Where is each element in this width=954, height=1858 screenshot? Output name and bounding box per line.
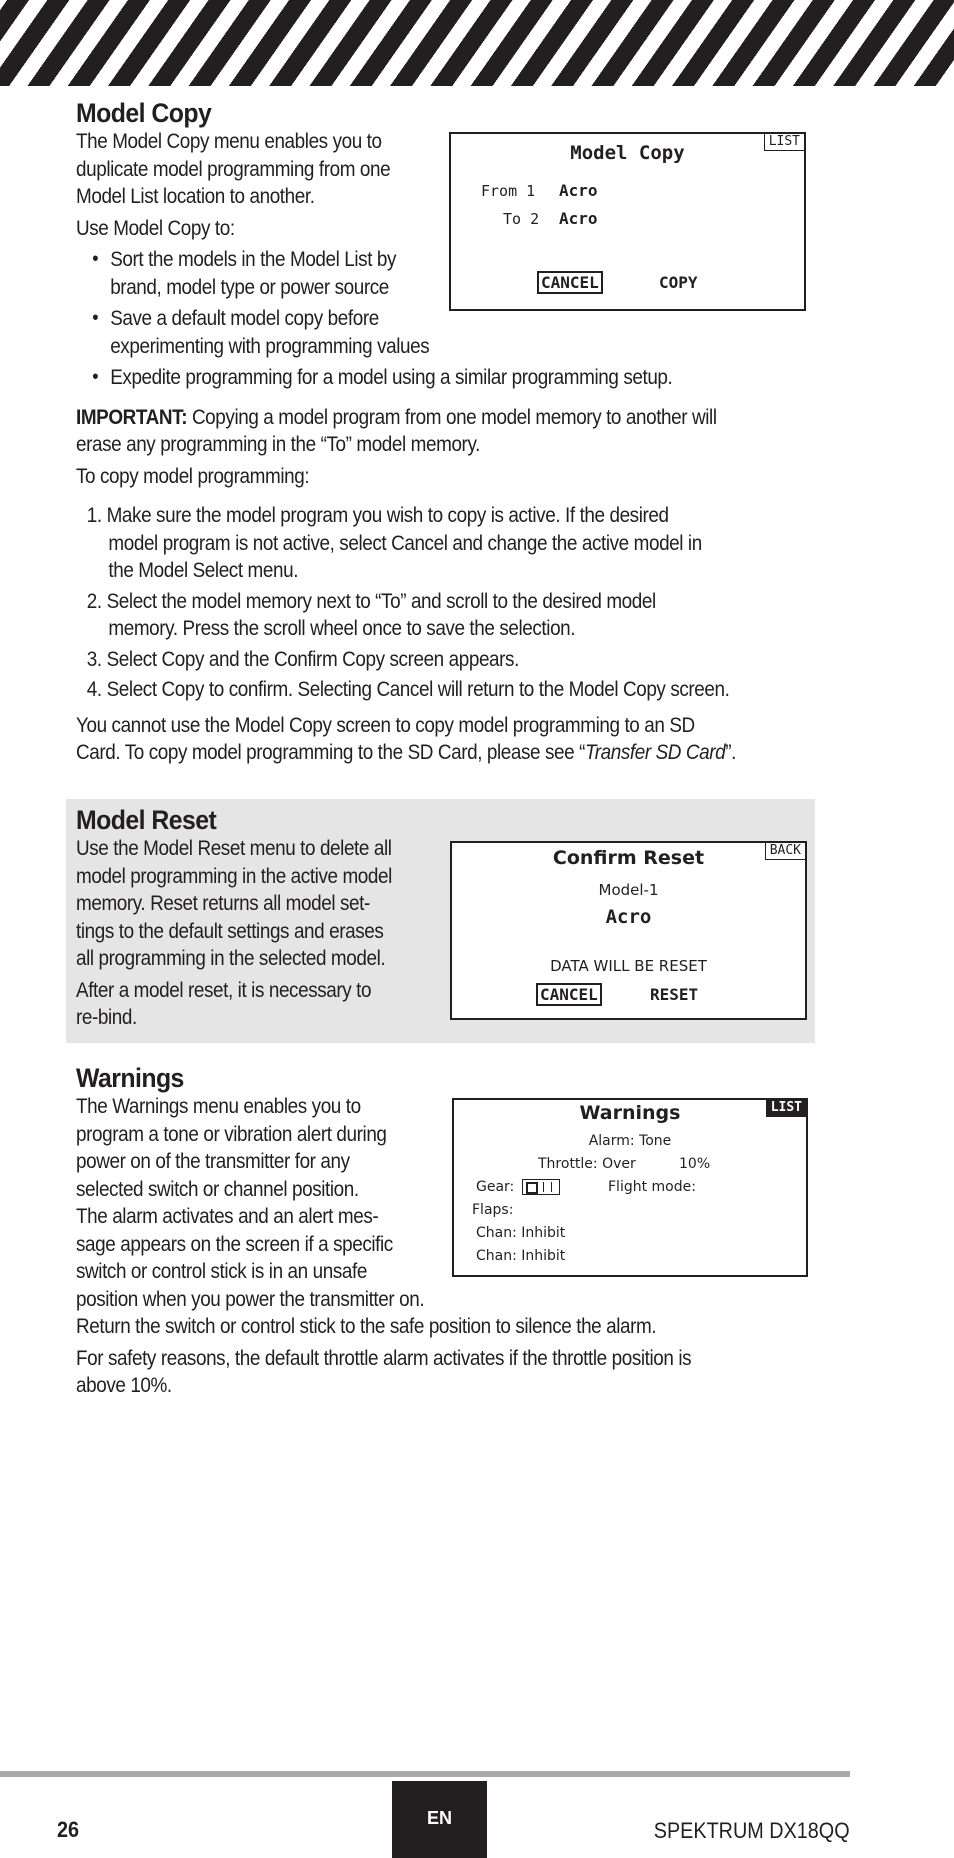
model-reset-heading: Model Reset — [76, 805, 217, 835]
model-copy-screen — [449, 132, 806, 311]
list-item — [76, 676, 731, 704]
text-line: The Model Copy menu enables you to — [76, 130, 382, 153]
list-tag: LIST — [764, 134, 804, 151]
text-line: The Warnings menu enables you to — [76, 1095, 361, 1118]
bullet-icon: • — [92, 307, 99, 329]
text-line: Return the switch or control stick to the safe position to silence the alarm. — [76, 1315, 657, 1338]
text-line: memory. Reset returns all model set- — [76, 892, 370, 915]
channel-setting[interactable]: Chan: Inhibit — [476, 1225, 566, 1241]
bullet-icon: • — [92, 248, 99, 270]
from-label: From 1 — [481, 182, 536, 200]
list-item — [76, 305, 731, 360]
confirm-reset-screen — [450, 841, 807, 1020]
text-line: selected switch or channel position. — [76, 1177, 359, 1201]
text-line: model programming in the active model — [76, 864, 392, 888]
text-line: 2. Select the model memory next to “To” and scroll to the desired model — [86, 589, 656, 613]
page-number: 26 — [57, 1817, 80, 1842]
text-line: Sort the models in the Model List by — [110, 248, 397, 271]
text-line: switch or control stick is in an unsafe — [76, 1260, 367, 1283]
throttle-value[interactable]: 10% — [679, 1156, 711, 1172]
copy-button[interactable]: COPY — [659, 273, 698, 292]
reset-button[interactable]: RESET — [650, 985, 699, 1004]
screen-title: Model Copy — [570, 142, 685, 164]
text-line: For safety reasons, the default throttle alarm activates if the throttle position is — [76, 1346, 692, 1370]
text-line: erase any programming in the “To” model memory. — [76, 433, 480, 456]
to-label: To 2 — [503, 210, 540, 228]
screen-title: Confirm Reset — [552, 847, 705, 869]
model-reset-section — [76, 805, 804, 835]
flaps-setting[interactable]: Flaps: — [472, 1202, 514, 1218]
text-line: duplicate model programming from one — [76, 157, 391, 181]
sd-card-note — [76, 712, 736, 767]
alarm-setting[interactable]: Alarm: Tone — [588, 1133, 672, 1149]
steps-list — [76, 502, 731, 704]
text-line: re-bind. — [76, 1006, 137, 1029]
throttle-setting[interactable]: Throttle: Over — [538, 1156, 636, 1172]
important-label: IMPORTANT: — [76, 405, 188, 429]
model-copy-section — [76, 98, 804, 128]
list-item — [76, 502, 731, 585]
text-line: Copying a model program from one model memory to another will — [187, 405, 717, 429]
text-line: power on of the transmitter for any — [76, 1150, 350, 1173]
bullet-icon: • — [92, 366, 99, 388]
text-line: You cannot use the Model Copy screen to copy model programming to an SD — [76, 713, 695, 737]
list-item — [76, 646, 731, 674]
transfer-sd-card-link[interactable]: Transfer SD Card — [585, 741, 726, 764]
warnings-section — [76, 1063, 804, 1093]
cancel-button[interactable]: CANCEL — [536, 983, 602, 1006]
text-line: memory. Press the scroll wheel once to save the selection. — [108, 617, 576, 640]
text-line: The alarm activates and an alert mes- — [76, 1205, 379, 1228]
text-line: Save a default model copy before — [110, 307, 379, 330]
gear-setting[interactable] — [476, 1179, 560, 1195]
model-name: Acro — [605, 906, 652, 928]
language-tab: EN — [392, 1781, 487, 1858]
list-item — [76, 588, 731, 643]
text-line: After a model reset, it is necessary to — [76, 978, 372, 1002]
text-line: position when you power the transmitter on. — [76, 1287, 425, 1311]
text-line: Use the Model Reset menu to delete all — [76, 837, 392, 860]
header-stripes — [0, 0, 954, 86]
text-line: model program is not active, select Cancel and change the active model in — [108, 531, 702, 555]
text-line: Expedite programming for a model using a similar programming setup. — [110, 366, 673, 389]
list-tag[interactable]: LIST — [766, 1100, 806, 1117]
steps-intro: To copy model programming: — [76, 464, 310, 488]
product-name: SPEKTRUM DX18QQ — [654, 1818, 850, 1843]
text-line: ”. — [725, 741, 736, 764]
reset-warning: DATA WILL BE RESET — [550, 957, 707, 975]
list-item — [76, 364, 731, 392]
screen-title: Warnings — [579, 1102, 681, 1124]
text-line: above 10%. — [76, 1374, 172, 1397]
flight-mode-setting[interactable]: Flight mode: — [608, 1179, 696, 1195]
channel-setting[interactable]: Chan: Inhibit — [476, 1248, 566, 1264]
model-label: Model-1 — [598, 881, 659, 899]
text-line: all programming in the selected model. — [76, 947, 386, 970]
text-line: sage appears on the screen if a specific — [76, 1232, 393, 1256]
text-line: 1. Make sure the model program you wish to copy is active. If the desired — [86, 504, 669, 527]
text-line: 4. Select Copy to confirm. Selecting Cancel will return to the Model Copy screen. — [86, 678, 730, 701]
text-line: program a tone or vibration alert during — [76, 1122, 387, 1146]
text-line: brand, model type or power source — [110, 275, 389, 299]
back-tag[interactable]: BACK — [765, 843, 805, 860]
warnings-heading: Warnings — [76, 1063, 184, 1093]
text-line: 3. Select Copy and the Confirm Copy screen appears. — [86, 647, 519, 671]
model-copy-heading: Model Copy — [76, 98, 212, 128]
warnings-screen — [452, 1098, 808, 1277]
cancel-button[interactable]: CANCEL — [537, 271, 603, 294]
text-line: the Model Select menu. — [108, 559, 299, 582]
text-line: tings to the default settings and erases — [76, 919, 384, 943]
text-line: experimenting with programming values — [110, 334, 430, 358]
gear-label: Gear: — [476, 1179, 515, 1195]
header-divider — [0, 86, 954, 87]
text-line: Card. To copy model programming to the SD Card, please see “ — [76, 741, 586, 764]
important-note — [76, 404, 731, 459]
from-value[interactable]: Acro — [559, 181, 598, 200]
switch-position-icon — [522, 1179, 560, 1195]
use-label: Use Model Copy to: — [76, 216, 235, 240]
to-value[interactable]: Acro — [559, 209, 598, 228]
text-line: Model List location to another. — [76, 185, 315, 208]
footer-rule — [0, 1771, 850, 1777]
